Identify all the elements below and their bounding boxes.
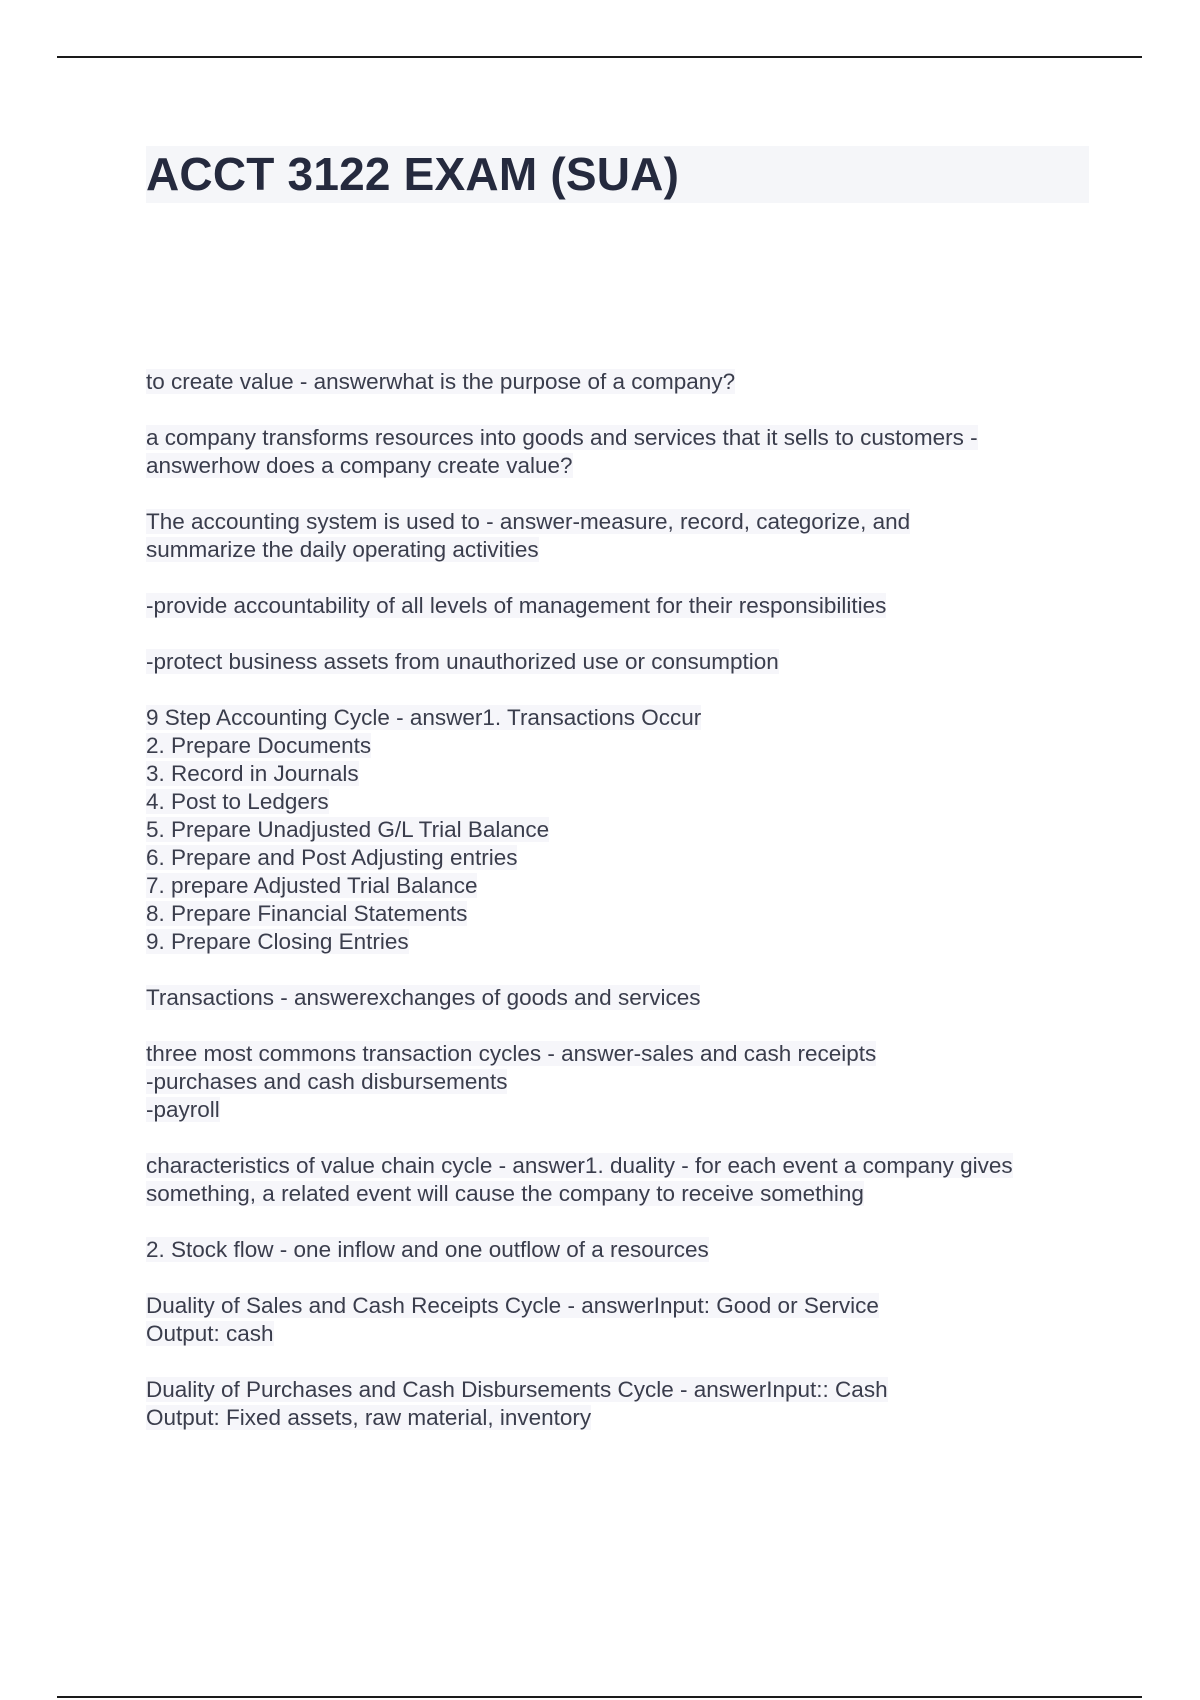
- text-line: 6. Prepare and Post Adjusting entries: [146, 845, 518, 870]
- text-line: 5. Prepare Unadjusted G/L Trial Balance: [146, 817, 550, 842]
- text-line: -protect business assets from unauthorized use or consumption: [146, 649, 779, 674]
- text-line: Duality of Purchases and Cash Disbursements Cycle - answerInput:: Cash: [146, 1377, 888, 1402]
- text-line: 8. Prepare Financial Statements: [146, 901, 468, 926]
- text-line: -payroll: [146, 1097, 220, 1122]
- qa-paragraph: [146, 704, 1096, 956]
- document-title: ACCT 3122 EXAM (SUA): [146, 148, 680, 200]
- text-line: -provide accountability of all levels of management for their responsibilities: [146, 593, 887, 618]
- text-line: 9 Step Accounting Cycle - answer1. Transactions Occur: [146, 705, 702, 730]
- document-body: [146, 368, 1096, 1460]
- qa-paragraph: [146, 424, 1096, 480]
- qa-paragraph: [146, 984, 1096, 1012]
- text-line: Duality of Sales and Cash Receipts Cycle - answerInput: Good or Service: [146, 1293, 879, 1318]
- text-line: answerhow does a company create value?: [146, 453, 573, 478]
- bottom-rule: [57, 1696, 1142, 1698]
- text-line: summarize the daily operating activities: [146, 537, 539, 562]
- qa-paragraph: [146, 592, 1096, 620]
- qa-paragraph: [146, 648, 1096, 676]
- text-line: 7. prepare Adjusted Trial Balance: [146, 873, 478, 898]
- qa-paragraph: [146, 1376, 1096, 1432]
- qa-paragraph: [146, 1040, 1096, 1124]
- text-line: Transactions - answerexchanges of goods and services: [146, 985, 701, 1010]
- text-line: characteristics of value chain cycle - answer1. duality - for each event a company gives: [146, 1153, 1013, 1178]
- qa-paragraph: [146, 1236, 1096, 1264]
- text-line: a company transforms resources into goods and services that it sells to customers -: [146, 425, 978, 450]
- text-line: to create value - answerwhat is the purpose of a company?: [146, 369, 736, 394]
- text-line: The accounting system is used to - answer-measure, record, categorize, and: [146, 509, 911, 534]
- text-line: 3. Record in Journals: [146, 761, 359, 786]
- qa-paragraph: [146, 1292, 1096, 1348]
- qa-paragraph: [146, 508, 1096, 564]
- top-rule: [57, 56, 1142, 58]
- qa-paragraph: [146, 1152, 1096, 1208]
- text-line: something, a related event will cause the company to receive something: [146, 1181, 864, 1206]
- text-line: -purchases and cash disbursements: [146, 1069, 508, 1094]
- text-line: 2. Prepare Documents: [146, 733, 372, 758]
- text-line: 2. Stock flow - one inflow and one outflow of a resources: [146, 1237, 709, 1262]
- text-line: Output: cash: [146, 1321, 274, 1346]
- qa-paragraph: [146, 368, 1096, 396]
- text-line: three most commons transaction cycles - answer-sales and cash receipts: [146, 1041, 877, 1066]
- text-line: 4. Post to Ledgers: [146, 789, 329, 814]
- text-line: 9. Prepare Closing Entries: [146, 929, 409, 954]
- text-line: Output: Fixed assets, raw material, inventory: [146, 1405, 592, 1430]
